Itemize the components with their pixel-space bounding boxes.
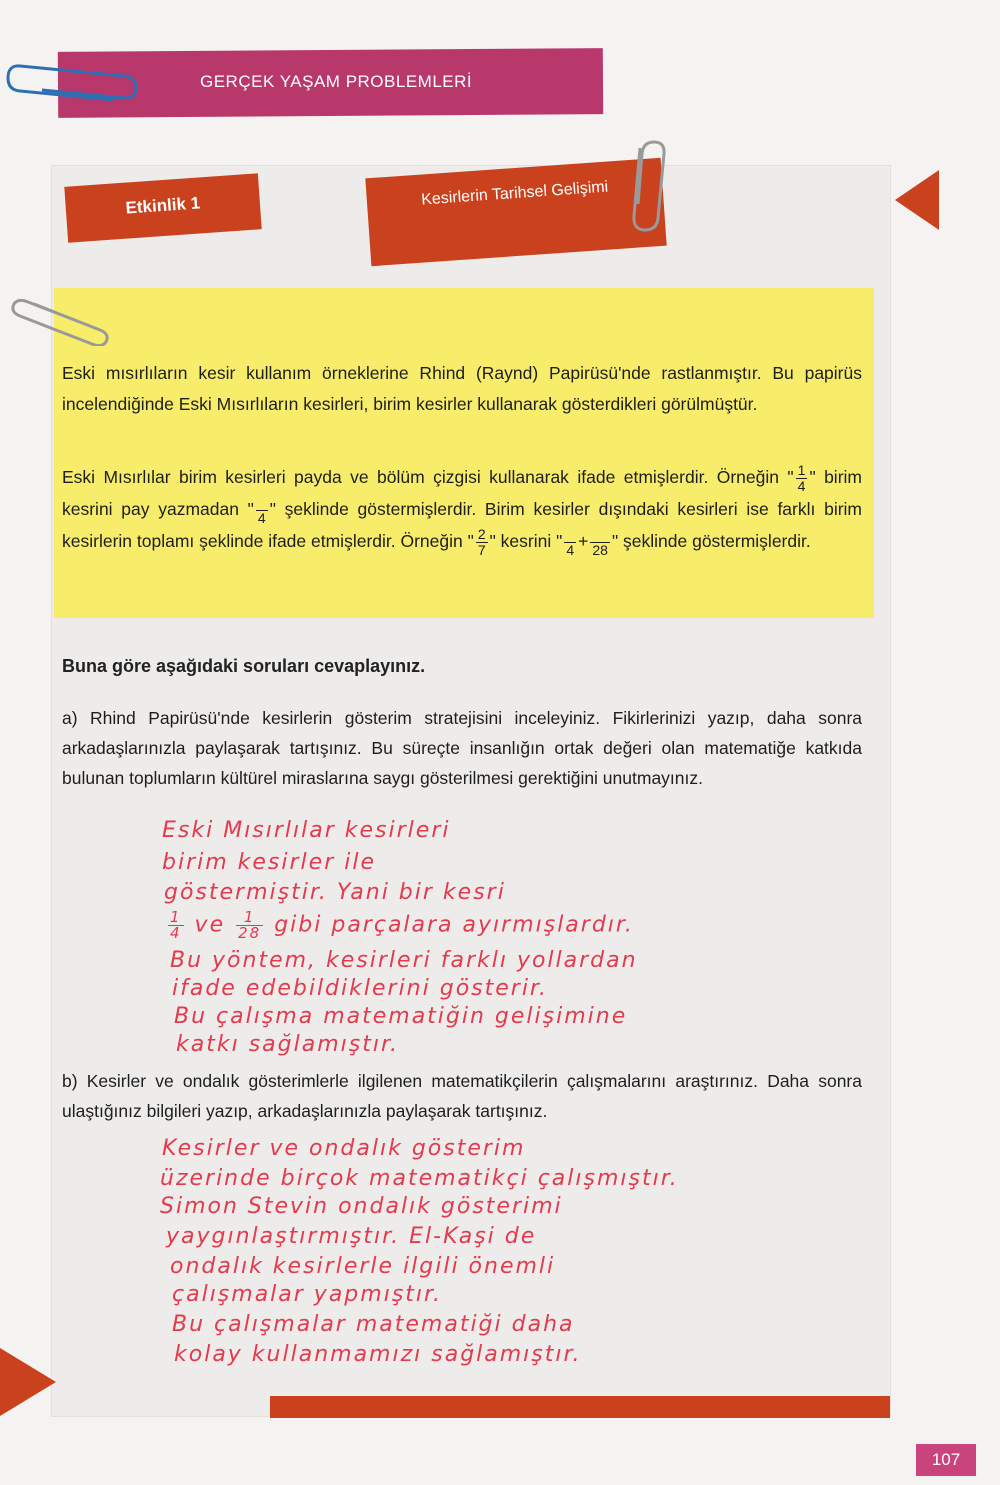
paperclip-icon <box>2 44 142 104</box>
answer-b-line: Bu çalışmalar matematiği daha <box>172 1312 575 1337</box>
answer-b-line: kolay kullanmamızı sağlamıştır. <box>174 1342 582 1367</box>
answer-b-line: ondalık kesirlerle ilgili önemli <box>170 1254 556 1279</box>
fraction: 4 <box>564 527 576 558</box>
fraction: $\frac{1}{28}$ <box>238 908 262 942</box>
answer-a-line: göstermiştir. Yani bir kesri <box>164 880 506 905</box>
paperclip-icon <box>4 296 114 346</box>
corner-accent-left <box>0 1348 56 1416</box>
question-b: b) Kesirler ve ondalık gösterimlerle ilgilenen matematikçilerin çalışmalarını araştırınız. Daha sonra ulaştığınız bilgileri yazıp, arkadaşlarınızla paylaşarak tartışınız. <box>62 1071 862 1121</box>
answer-a-line: ifade edebildiklerini gösterir. <box>172 976 548 1001</box>
answer-b-line: çalışmalar yapmıştır. <box>172 1282 443 1307</box>
fraction: $\frac{1}{4}$ <box>170 908 182 942</box>
answer-b-line: yaygınlaştırmıştır. El-Kaşi de <box>166 1224 537 1249</box>
bottom-accent-bar <box>270 1396 890 1418</box>
question-a: a) Rhind Papirüsü'nde kesirlerin gösterim stratejisini inceleyiniz. Fikirlerinizi yazıp, daha sonra arkadaşlarınızla paylaşarak tartışınız. Bu süreçte insanlığın ortak değeri olan matematiğe katkıda bulunan toplumların kültürel miraslarına saygı gösterilmesi gerektiğini unutmayınız. <box>62 708 862 788</box>
fraction: $\frac{2}{7}$ <box>477 525 486 558</box>
answer-a-line: Bu çalışma matematiğin gelişimine <box>174 1004 628 1029</box>
intro-highlight-box <box>54 288 874 618</box>
answer-b-line: üzerinde birçok matematikçi çalışmıştır. <box>160 1166 679 1191</box>
answer-a-line: Bu yöntem, kesirleri farklı yollardan <box>170 948 638 973</box>
answer-a-line: Eski Mısırlılar kesirleri <box>162 818 451 843</box>
corner-accent <box>895 170 939 230</box>
fraction: 28 <box>590 527 610 558</box>
activity-label-tab: Etkinlik 1 <box>64 173 261 242</box>
answer-b-line: Simon Stevin ondalık gösterimi <box>160 1194 563 1219</box>
page-section-title: GERÇEK YAŞAM PROBLEMLERİ <box>200 72 473 91</box>
intro-paragraph-1: Eski mısırlıların kesir kullanım örneklerine Rhind (Raynd) Papirüsü'nde rastlanmıştır. Bu papirüs incelendiğinde Eski Mısırlıların kesirleri, birim kesirler kullanarak gösterdikleri görülmüştür. <box>62 363 862 414</box>
answer-a-line: birim kesirler ile <box>162 850 376 875</box>
activity-topic-tab: Kesirlerin Tarihsel Gelişimi <box>365 158 666 266</box>
paperclip-icon <box>620 138 680 238</box>
answer-b-line: Kesirler ve ondalık gösterim <box>162 1136 526 1161</box>
intro-paragraph-2: Eski Mısırlılar birim kesirleri payda ve bölüm çizgisi kullanarak ifade etmişlerdir. Örneğin " $\frac{1}{4}$ " birim kesrini pay yazmadan " 4 " şeklinde göstermişlerdir. Birim kesirler dışındaki kesirleri ise farklı birim kesirlerin toplamı şeklinde ifade etmişlerdir. Örneğin " $\frac{2}{7}$ " kesrini " 4 + 28 " şeklinde göstermişlerdir. <box>62 461 862 558</box>
fraction: 4 <box>256 495 268 526</box>
questions-prompt: Buna göre aşağıdaki soruları cevaplayınız. <box>62 656 426 676</box>
answer-a-line: katkı sağlamıştır. <box>176 1032 399 1057</box>
page-number: 107 <box>916 1444 976 1476</box>
fraction: $\frac{1}{4}$ <box>797 461 806 494</box>
answer-a-line: $\frac{1}{4}$ ve $\frac{1}{28}$ gibi parçalara ayırmışlardır. <box>170 908 634 942</box>
